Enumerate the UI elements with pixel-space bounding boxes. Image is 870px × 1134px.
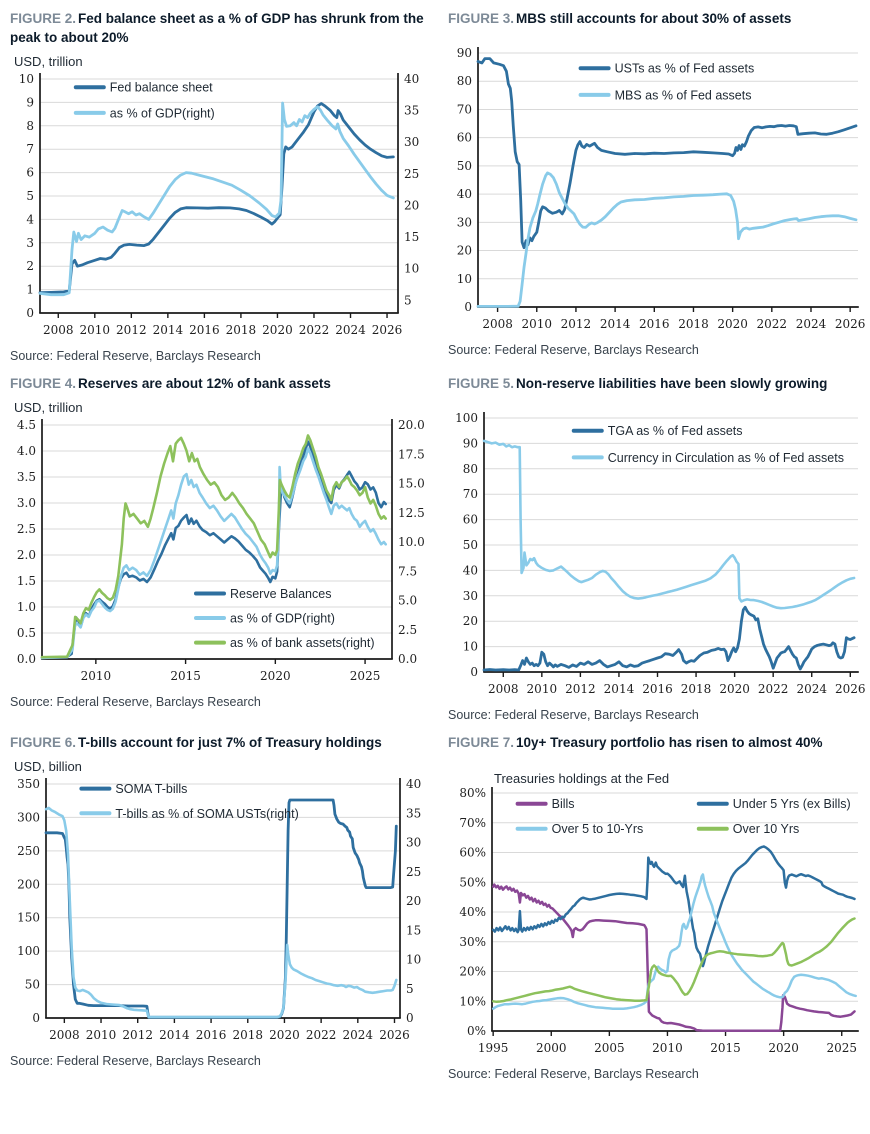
right-axis-tick-label: 0 [406, 1010, 414, 1025]
source-line: Source: Federal Reserve, Barclays Research [448, 707, 699, 722]
left-axis-tick-label: 10 [18, 71, 34, 86]
x-axis-tick-label: 2008 [488, 681, 519, 696]
left-axis-tick-label: 200 [17, 876, 40, 891]
legend-label: as % of GDP(right) [230, 611, 335, 626]
x-axis-tick-label: 2010 [521, 316, 553, 331]
series-line-reserves-pct-gdp [42, 448, 386, 657]
x-axis-tick-label: 2022 [756, 316, 788, 331]
right-axis-tick-label: 5 [404, 293, 412, 308]
left-axis-tick-label: 50% [459, 874, 486, 889]
figure-title [448, 375, 870, 394]
left-axis-tick-label: 0.0 [16, 651, 36, 666]
legend-label: Bills [551, 796, 575, 811]
legend-label: Under 5 Yrs (ex Bills) [732, 796, 851, 811]
x-axis-tick-label: 2010 [79, 322, 111, 337]
left-axis-tick-label: 1 [26, 282, 34, 297]
right-axis-tick-label: 25 [404, 166, 420, 181]
x-axis-tick-label: 2014 [152, 322, 184, 337]
right-axis-tick-label: 20.0 [398, 417, 425, 432]
figure-label: FIGURE 3. [448, 11, 515, 26]
x-axis-tick-label: 2018 [225, 322, 257, 337]
series-line-bills [493, 884, 854, 1030]
x-axis-tick-label: 2014 [599, 316, 631, 331]
left-axis-tick-label: 300 [17, 809, 40, 824]
left-axis-tick-label: 50 [24, 977, 40, 992]
chart-plot [448, 769, 870, 1061]
left-axis-tick-label: 30 [456, 215, 472, 230]
right-axis-tick-label: 17.5 [398, 446, 425, 461]
left-axis-tick-label: 60 [462, 512, 478, 527]
x-axis-tick-label: 2020 [262, 322, 293, 337]
series-line-tga-pct [484, 607, 854, 670]
figure-title-text: Non-reserve liabilities have been slowly growing [516, 375, 828, 391]
source-line: Source: Federal Reserve, Barclays Research [10, 348, 261, 363]
right-axis-tick-label: 20 [406, 893, 422, 908]
figure-title-text: T-bills account for just 7% of Treasury holdings [78, 734, 382, 750]
left-axis-tick-label: 70 [456, 102, 472, 117]
right-axis-tick-label: 15 [404, 229, 420, 244]
x-axis-tick-label: 2024 [796, 681, 828, 696]
figure-label: FIGURE 2. [10, 11, 77, 26]
legend-label: Reserve Balances [230, 586, 332, 601]
left-axis-tick-label: 0 [26, 305, 34, 320]
figure-title-text: Reserves are about 12% of bank assets [78, 375, 331, 391]
left-axis-tick-label: 4.5 [16, 417, 36, 432]
chart-canvas [448, 769, 868, 1061]
left-axis-tick-label: 40 [462, 563, 478, 578]
legend-label: T-bills as % of SOMA USTs(right) [115, 806, 299, 821]
right-axis-tick-label: 35 [406, 805, 422, 820]
figure-title-text: MBS still accounts for about 30% of assets [516, 11, 792, 26]
left-axis-tick-label: 0.5 [16, 625, 36, 640]
figure-label: FIGURE 6. [10, 734, 77, 750]
axis-unit-label: USD, trillion [14, 399, 83, 415]
legend-label: SOMA T-bills [115, 781, 188, 796]
right-axis-tick-label: 12.5 [398, 505, 425, 520]
left-axis-tick-label: 0 [32, 1010, 40, 1025]
chart-plot [448, 45, 870, 337]
x-axis-tick-label: 2010 [80, 668, 112, 683]
legend-label: Fed balance sheet [109, 80, 213, 95]
figure-label: FIGURE 4. [10, 375, 77, 391]
figure-label: FIGURE 5. [448, 375, 515, 391]
left-axis-tick-label: 0% [466, 1023, 486, 1038]
x-axis-tick-label: 2024 [335, 322, 366, 337]
left-axis-tick-label: 90 [456, 45, 472, 60]
right-axis-tick-label: 7.5 [398, 563, 418, 578]
right-axis-tick-label: 20 [404, 198, 420, 213]
left-axis-tick-label: 4.0 [16, 443, 36, 458]
figure-4-block [10, 373, 432, 709]
left-axis-tick-label: 2 [26, 258, 34, 273]
left-axis-tick-label: 100 [455, 410, 478, 425]
left-axis-tick-label: 60 [456, 130, 472, 145]
x-axis-tick-label: 2020 [768, 1040, 799, 1055]
series-line-mbs-pct [478, 173, 856, 307]
legend-label: Over 10 Yrs [732, 821, 800, 836]
figure-title [10, 10, 432, 48]
x-axis-tick-label: 2005 [594, 1040, 625, 1055]
left-axis-tick-label: 2.5 [16, 521, 36, 536]
legend-label: as % of GDP(right) [109, 106, 215, 121]
source-line: Source: Federal Reserve, Barclays Research [10, 694, 261, 709]
right-axis-tick-label: 25 [406, 864, 422, 879]
x-axis-tick-label: 2016 [195, 1027, 227, 1042]
left-axis-tick-label: 10% [459, 993, 486, 1008]
left-axis-tick-label: 10 [462, 639, 478, 654]
x-axis-tick-label: 2020 [260, 668, 291, 683]
x-axis-tick-label: 2025 [826, 1040, 858, 1055]
left-axis-tick-label: 10 [456, 271, 472, 286]
legend-label: as % of bank assets(right) [230, 635, 375, 650]
right-axis-tick-label: 15 [406, 922, 422, 937]
left-axis-tick-label: 3.5 [16, 469, 36, 484]
x-axis-tick-label: 2015 [170, 668, 201, 683]
x-axis-tick-label: 2012 [565, 681, 596, 696]
x-axis-tick-label: 2012 [560, 316, 592, 331]
axis-unit-label: USD, trillion [14, 53, 83, 69]
x-axis-tick-label: 2015 [710, 1040, 741, 1055]
left-axis-tick-label: 3 [26, 235, 34, 250]
source-line: Source: Federal Reserve, Barclays Research [10, 1053, 261, 1068]
left-axis-tick-label: 1.0 [16, 599, 36, 614]
x-axis-tick-label: 2010 [85, 1027, 117, 1042]
left-axis-tick-label: 90 [462, 436, 478, 451]
legend-label: USTs as % of Fed assets [614, 61, 755, 76]
legend-label: Currency in Circulation as % of Fed assets [607, 450, 844, 465]
legend-label: Over 5 to 10-Yrs [551, 821, 644, 836]
x-axis-tick-label: 2026 [379, 1027, 410, 1042]
figure-label: FIGURE 7. [448, 734, 515, 750]
series-line-currency-pct [484, 441, 854, 608]
x-axis-tick-label: 2018 [232, 1027, 264, 1042]
right-axis-tick-label: 30 [404, 135, 420, 150]
left-axis-tick-label: 30% [459, 934, 486, 949]
right-axis-tick-label: 35 [404, 103, 420, 118]
chart-canvas [10, 71, 430, 343]
left-axis-tick-label: 40% [459, 904, 486, 919]
right-axis-tick-label: 30 [406, 835, 422, 850]
left-axis-tick-label: 70 [462, 486, 478, 501]
left-axis-tick-label: 7 [26, 141, 34, 156]
left-axis-tick-label: 80 [462, 461, 478, 476]
right-axis-tick-label: 15.0 [398, 476, 425, 491]
figure-7-block [448, 732, 870, 1081]
x-axis-tick-label: 2014 [603, 681, 635, 696]
figure-title [448, 734, 870, 753]
x-axis-tick-label: 2016 [639, 316, 670, 331]
right-axis-tick-label: 0.0 [398, 651, 418, 666]
left-axis-tick-label: 5 [26, 188, 34, 203]
right-axis-tick-label: 5 [406, 981, 414, 996]
left-axis-tick-label: 150 [17, 910, 40, 925]
inner-chart-title: Treasuries holdings at the Fed [494, 770, 670, 786]
x-axis-tick-label: 2008 [482, 316, 513, 331]
source-line: Source: Federal Reserve, Barclays Research [448, 342, 699, 357]
x-axis-tick-label: 2008 [42, 322, 74, 337]
chart-plot [10, 417, 432, 689]
legend-label: MBS as % of Fed assets [614, 88, 752, 103]
x-axis-tick-label: 2022 [298, 322, 330, 337]
legend-label: TGA as % of Fed assets [607, 423, 743, 438]
x-axis-tick-label: 2026 [834, 316, 866, 331]
figure-title [10, 734, 432, 753]
series-line-tbills-pct-soma [46, 808, 396, 1017]
left-axis-tick-label: 9 [26, 95, 34, 110]
x-axis-tick-label: 2020 [719, 681, 750, 696]
x-axis-tick-label: 2014 [159, 1027, 190, 1042]
left-axis-tick-label: 60% [459, 845, 486, 860]
x-axis-tick-label: 2016 [642, 681, 673, 696]
chart-plot [10, 776, 432, 1048]
figure-title-text: Fed balance sheet as a % of GDP has shrunk from the peak to about 20% [10, 11, 424, 45]
left-axis-tick-label: 40 [456, 187, 472, 202]
chart-plot [448, 410, 870, 702]
axis-unit-label: USD, billion [14, 758, 82, 774]
figure-title [448, 10, 870, 29]
left-axis-tick-label: 20 [462, 613, 478, 628]
x-axis-tick-label: 2025 [349, 668, 381, 683]
right-axis-tick-label: 10.0 [398, 534, 425, 549]
figure-6-block [10, 732, 432, 1068]
left-axis-tick-label: 4 [26, 212, 34, 227]
chart-canvas [10, 417, 430, 689]
right-axis-tick-label: 10 [406, 952, 422, 967]
chart-canvas [448, 410, 868, 702]
right-axis-tick-label: 40 [406, 776, 422, 791]
left-axis-tick-label: 100 [17, 943, 40, 958]
left-axis-tick-label: 80 [456, 74, 472, 89]
x-axis-tick-label: 2026 [371, 322, 403, 337]
figure-title [10, 375, 432, 394]
left-axis-tick-label: 20 [456, 243, 472, 258]
source-line: Source: Federal Reserve, Barclays Research [448, 1066, 699, 1081]
left-axis-tick-label: 3.0 [16, 495, 36, 510]
x-axis-tick-label: 2022 [305, 1027, 337, 1042]
left-axis-tick-label: 30 [462, 588, 478, 603]
figure-3-block [448, 8, 870, 357]
left-axis-tick-label: 8 [26, 118, 34, 133]
chart-canvas [10, 776, 430, 1048]
left-axis-tick-label: 1.5 [16, 573, 36, 588]
x-axis-tick-label: 2026 [835, 681, 866, 696]
left-axis-tick-label: 50 [456, 158, 472, 173]
left-axis-tick-label: 70% [459, 815, 486, 830]
right-axis-tick-label: 2.5 [398, 622, 418, 637]
x-axis-tick-label: 2022 [757, 681, 789, 696]
right-axis-tick-label: 40 [404, 71, 420, 86]
series-line-over-10yrs [493, 918, 854, 1001]
left-axis-tick-label: 250 [17, 843, 40, 858]
x-axis-tick-label: 2010 [526, 681, 558, 696]
figure-5-block [448, 373, 870, 722]
x-axis-tick-label: 2020 [269, 1027, 300, 1042]
x-axis-tick-label: 2010 [652, 1040, 683, 1055]
x-axis-tick-label: 2000 [535, 1040, 567, 1055]
left-axis-tick-label: 0 [464, 299, 472, 314]
left-axis-tick-label: 2.0 [16, 547, 36, 562]
right-axis-tick-label: 10 [404, 261, 420, 276]
left-axis-tick-label: 0 [470, 664, 478, 679]
left-axis-tick-label: 350 [17, 776, 40, 791]
x-axis-tick-label: 2024 [795, 316, 827, 331]
chart-canvas [448, 45, 868, 337]
x-axis-tick-label: 2012 [116, 322, 147, 337]
left-axis-tick-label: 50 [462, 537, 478, 552]
x-axis-tick-label: 2020 [717, 316, 748, 331]
right-axis-tick-label: 5.0 [398, 593, 418, 608]
x-axis-tick-label: 2024 [342, 1027, 374, 1042]
figure-title-text: 10y+ Treasury portfolio has risen to almost 40% [516, 734, 823, 750]
x-axis-tick-label: 2018 [680, 681, 712, 696]
x-axis-tick-label: 2018 [678, 316, 709, 331]
left-axis-tick-label: 80% [459, 785, 486, 800]
x-axis-tick-label: 2012 [122, 1027, 153, 1042]
figure-2-block [10, 8, 432, 363]
x-axis-tick-label: 1995 [477, 1040, 509, 1055]
chart-plot [10, 71, 432, 343]
left-axis-tick-label: 20% [459, 964, 486, 979]
x-axis-tick-label: 2016 [189, 322, 220, 337]
left-axis-tick-label: 6 [26, 165, 34, 180]
x-axis-tick-label: 2008 [49, 1027, 80, 1042]
